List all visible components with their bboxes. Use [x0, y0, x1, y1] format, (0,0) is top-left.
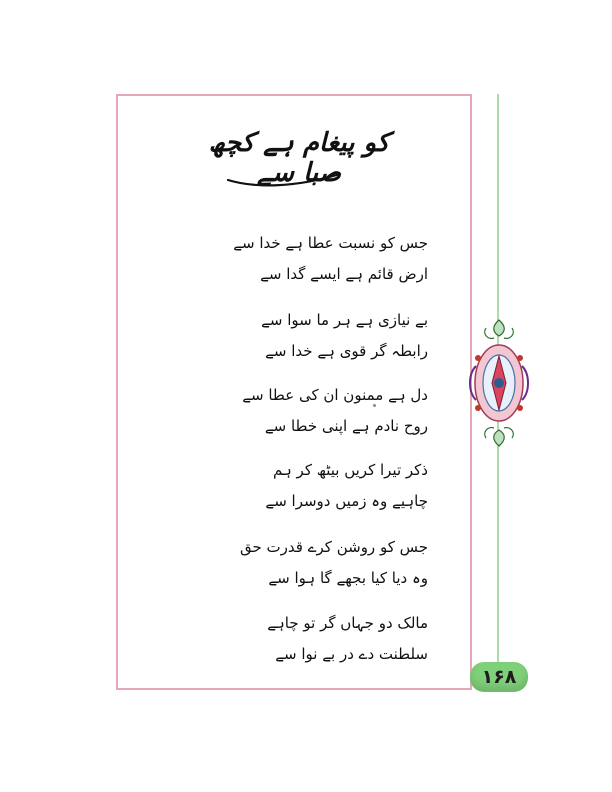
- page-number-badge: [470, 662, 528, 692]
- verse-line: وہ دیا کیا بجھے گا ہوا سے: [268, 569, 428, 587]
- verse-line: جس کو نسبت عطا ہے خدا سے: [233, 234, 428, 252]
- floral-ornament-icon: [466, 318, 532, 448]
- verse-line: ارض قائم ہے ایسے گدا سے: [260, 265, 428, 283]
- verse-line: دل ہے ممنون ان کی عطا سے: [242, 386, 428, 404]
- stanza-4: [128, 455, 428, 517]
- poem-title: کو پیغام ہے کچھ صبا سے: [208, 128, 390, 188]
- stanza-6: [128, 608, 428, 670]
- verse-line: رابطہ گر قوی ہے خدا سے: [265, 342, 428, 360]
- verse-line: مالک دو جہاں گر تو چاہے: [267, 614, 428, 632]
- verse-line: روح نادم ہے اپنی خطا سے: [264, 417, 428, 435]
- verse-line: بے نیازی ہے ہر ما سوا سے: [261, 311, 428, 329]
- page-number: ۱۶۸: [481, 666, 517, 688]
- stanza-2: [128, 305, 428, 367]
- ink-dot: [373, 404, 376, 407]
- stanza-5: [128, 532, 428, 594]
- verse-line: ذکر تیرا کریں بیٹھ کر ہم: [273, 461, 428, 479]
- calligraphy-swash-icon: [224, 168, 344, 188]
- verse-line: سلطنت دے در بے نوا سے: [275, 645, 428, 663]
- stanza-3: [128, 380, 428, 442]
- stanza-1: [128, 228, 428, 290]
- verse-line: جس کو روشن کرے قدرت حق: [240, 538, 428, 556]
- verse-line: چاہیے وہ زمیں دوسرا سے: [265, 492, 428, 510]
